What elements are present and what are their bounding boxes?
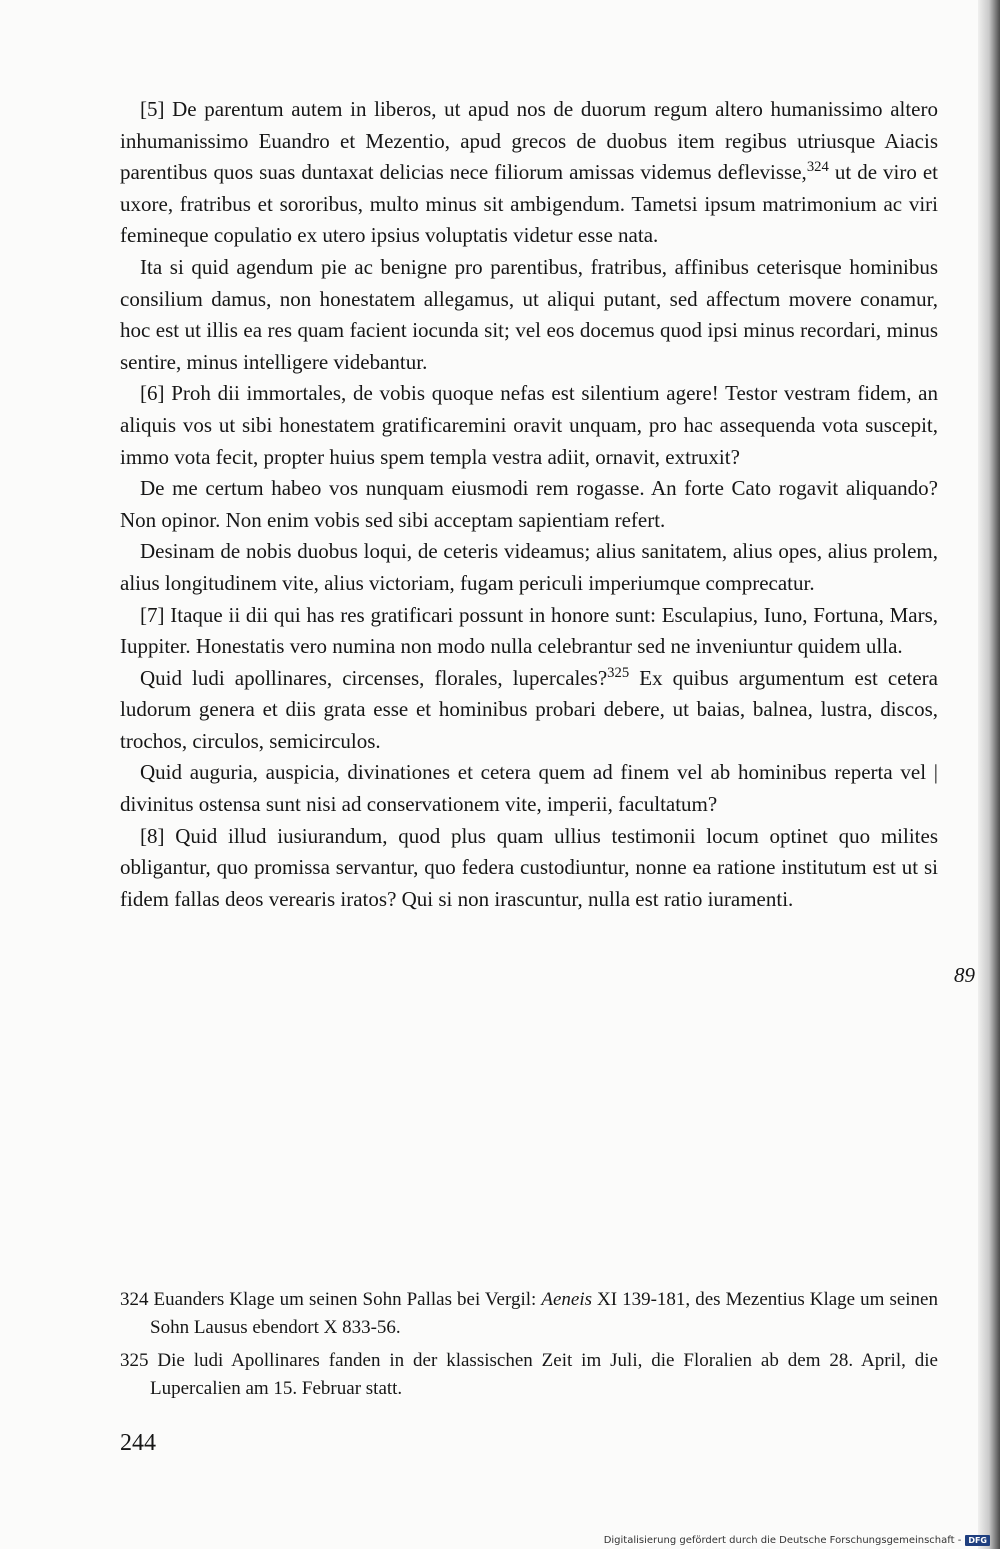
paragraph xyxy=(120,663,938,758)
paragraph xyxy=(120,536,938,599)
text-run: ut de viro et uxore, fratribus et sororibus, multo minus sit ambigendum. Tametsi ipsum matrimonium ac viri femineque copulatio ex utero ipsius voluptatis videtur esse nata. xyxy=(120,160,939,248)
paragraph xyxy=(120,821,938,916)
book-spine-shadow xyxy=(978,0,1000,1549)
paragraph xyxy=(120,252,938,378)
page-number: 244 xyxy=(120,1430,156,1456)
paragraph xyxy=(120,757,938,820)
main-text xyxy=(120,94,938,915)
footnote xyxy=(120,1286,938,1342)
text-run: Ex quibus argumentum est cetera ludorum genera et diis grata esse et hominibus probari debere, ut baias, balnea, lustra, discos, trochos, circulos, semicirculos. xyxy=(120,665,938,753)
text-run: [8] Quid illud iusiurandum, quod plus quam ullius testimonii locum optinet quo milites obligantur, quo promissa servantur, quo federa custodiuntur, nonne ea ratione institutum est ut si fidem fallas deos verearis iratos? Qui si non irascuntur, nulla est ratio iuramenti. xyxy=(120,823,938,911)
text-run: [5] De parentum autem in liberos, ut apud nos de duorum regum altero humanissimo altero inhumanissimo Euandro et Mezentio, apud grecos de duobus item regibus utriusque Aiacis parentibus quos suas duntaxat delicias nece filiorum amissas videmus deflevisse, xyxy=(120,97,938,185)
footnotes xyxy=(120,1286,938,1408)
text-run: 325 Die ludi Apollinares fanden in der klassischen Zeit im Juli, die Floralien ab dem 28. April, die Lupercalien am 15. Februar statt. xyxy=(120,1350,938,1399)
text-run: Quid auguria, auspicia, divinationes et cetera quem ad finem vel ab hominibus reperta vel | divinitus ostensa sunt nisi ad conservationem vite, imperii, facultatum? xyxy=(120,760,938,817)
footnote-ref: 325 xyxy=(607,664,630,681)
dfg-logo: DFG xyxy=(965,1535,990,1546)
marginal-page-reference: 89 xyxy=(954,963,975,987)
footer-text: Digitalisierung gefördert durch die Deutsche Forschungsgemeinschaft - xyxy=(603,1535,962,1546)
text-run: Desinam de nobis duobus loqui, de ceteris videamus; alius sanitatem, alius opes, alius prolem, alius longitudinem vite, alius victoriam, fugam periculi imperiumque comprecatur. xyxy=(120,539,938,595)
text-run: Quid ludi apollinares, circenses, florales, lupercales? xyxy=(140,665,608,690)
digitization-footer xyxy=(604,1535,990,1546)
text-run: [6] Proh dii immortales, de vobis quoque nefas est silentium agere! Testor vestram fidem, an aliquis vos ut sibi honestatem gratificaremini oravit unquam, pro hac assequenda vota suscepit, immo vota fecit, propter huius spem templa vestra adiit, ornavit, extruxit? xyxy=(120,381,938,469)
paragraph xyxy=(120,473,938,536)
text-run: De me certum habeo vos nunquam eiusmodi rem rogasse. An forte Cato rogavit aliquando? Non opinor. Non enim vobis sed sibi acceptam sapientiam refert. xyxy=(120,476,938,532)
text-run: [7] Itaque ii dii qui has res gratificari possunt in honore sunt: Esculapius, Iuno, Fortuna, Mars, Iuppiter. Honestatis vero numina non modo nulla celebrantur sed ne inveniuntur quidem ulla. xyxy=(120,602,938,659)
italic-title: Aeneis xyxy=(541,1289,592,1310)
paragraph xyxy=(120,600,938,663)
paragraph xyxy=(120,378,938,473)
text-run: Ita si quid agendum pie ac benigne pro parentibus, fratribus, affinibus ceterisque hominibus consilium damus, non honestatem allegamus, ut aliqui putant, sed affectum movere conamur, hoc est ut illis ea res quam facient iocunda sit; vel eos docemus quod ipsi minus recordari, minus sentire, minus intelligere videbantur. xyxy=(120,254,938,374)
footnote xyxy=(120,1347,938,1403)
text-run: 324 Euanders Klage um seinen Sohn Pallas bei Vergil: xyxy=(120,1289,542,1310)
footnote-ref: 324 xyxy=(806,159,829,176)
paragraph xyxy=(120,94,938,252)
text-run: XI 139-181, des Mezentius Klage um seinen Sohn Lausus ebendort X 833-56. xyxy=(150,1289,938,1338)
